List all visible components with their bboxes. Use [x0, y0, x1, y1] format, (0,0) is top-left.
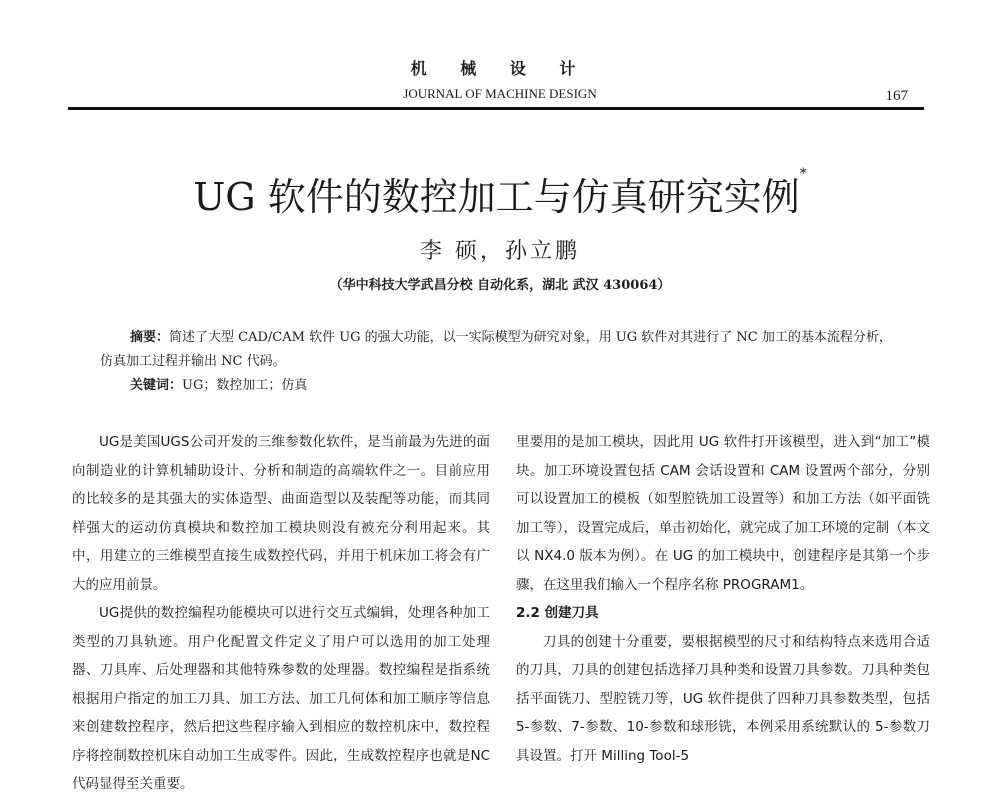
keywords: [130, 374, 890, 393]
title-footnote-mark: *: [799, 166, 807, 182]
keywords-text: UG；数控加工；仿真: [182, 378, 308, 393]
paragraph: 里要用的是加工模块，因此用 UG 软件打开该模型，进入到“加工”模块。加工环境设置包括 CAM 会话设置和 CAM 设置两个部分，分别可以设置加工的模板（如型腔铣加工设置等）和加工方法（如平面铣加工等），设置完成后，单击初始化，就完成了加工环境的定制（本文以 NX4.0 版本为例）。在 UG 的加工模块中，创建程序是其第一个步骤，在这里我们输入一个程序名称 PROGRAM1。: [516, 434, 930, 593]
paragraph: UG提供的数控编程功能模块可以进行交互式编辑，处理各种加工类型的刀具轨迹。用户化配置文件定义了用户可以选用的加工处理器、刀具库、后处理器和其他特殊参数的处理器。数控编程是指系统根据用户指定的加工刀具、加工方法、加工几何体和加工顺序等信息来创建数控程序，然后把这些程序输入到相应的数控机床中，数控程序将控制数控机床自动加工生成零件。因此，生成数控程序也就是NC代码显得至关重要。: [72, 605, 490, 792]
keywords-label: 关键词：: [130, 378, 183, 393]
section-heading: 2.2 创建刀具: [516, 605, 599, 621]
abstract-text: 简述了大型 CAD/CAM 软件 UG 的强大功能，以一实际模型为研究对象，用 UG 软件对其进行了 NC 加工的基本流程分析，仿真加工过程并输出 NC 代码。: [100, 330, 892, 369]
abstract: [100, 326, 900, 374]
body-column-left: [72, 428, 490, 799]
abstract-label: 摘要：: [130, 330, 170, 345]
authors: 李 硕，孙立鹏: [420, 239, 580, 264]
article-title: [0, 166, 1000, 221]
title-text: UG 软件的数控加工与仿真研究实例: [193, 175, 800, 219]
affiliation: （华中科技大学武昌分校 自动化系，湖北 武汉 430064）: [329, 278, 671, 293]
header-rule: [68, 107, 924, 110]
page-number: 167: [885, 88, 908, 104]
body-column-right: [516, 428, 930, 770]
journal-name-cn: 机 械 设 计: [410, 59, 590, 78]
paragraph: UG是美国UGS公司开发的三维参数化软件，是当前最为先进的面向制造业的计算机辅助设计、分析和制造的高端软件之一。目前应用的比较多的是其强大的实体造型、曲面造型以及装配等功能，而其同样强大的运动仿真模块和数控加工模块则没有被充分利用起来。其中，用建立的三维模型直接生成数控代码，并用于机床加工将会有广大的应用前景。: [72, 434, 490, 593]
paragraph: 刀具的创建十分重要，要根据模型的尺寸和结构特点来选用合适的刀具，刀具的创建包括选择刀具种类和设置刀具参数。刀具种类包括平面铣刀、型腔铣刀等，UG 软件提供了四种刀具参数类型，包括 5-参数、7-参数、10-参数和球形铣，本例采用系统默认的 5-参数刀具设置。打开 Milling Tool-5: [516, 633, 930, 764]
journal-name-en: JOURNAL OF MACHINE DESIGN: [403, 86, 597, 101]
